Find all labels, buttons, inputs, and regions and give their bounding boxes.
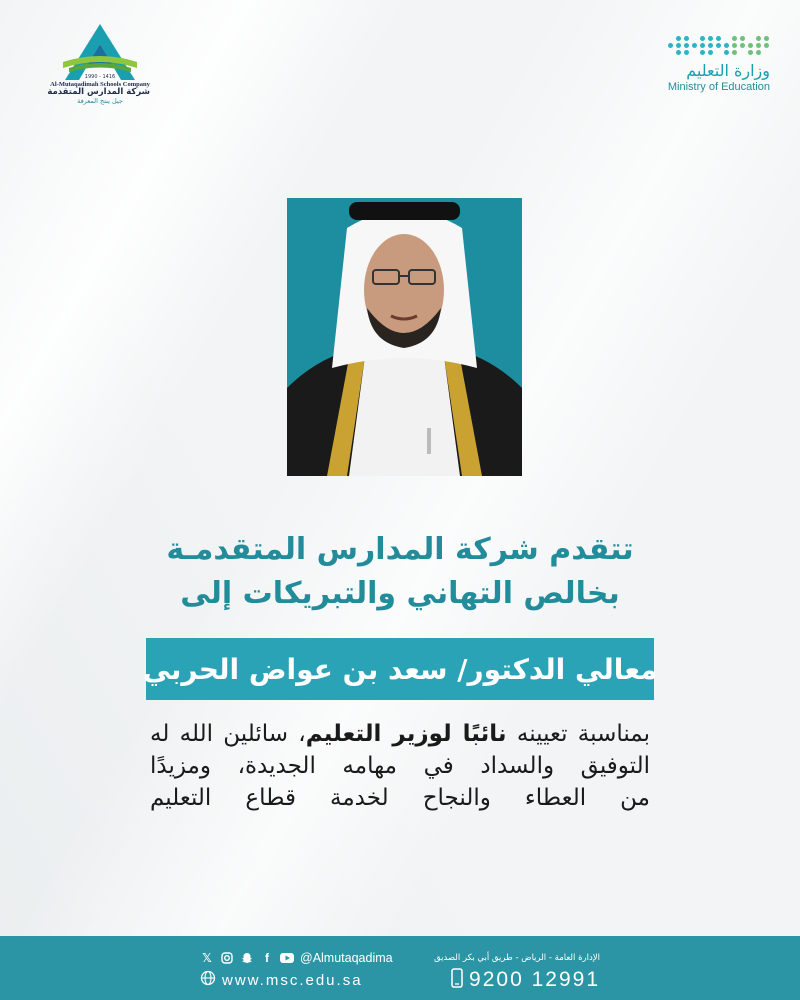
facebook-icon[interactable]: f xyxy=(265,951,269,965)
name-banner xyxy=(142,638,658,700)
person-portrait-icon xyxy=(287,198,522,476)
headline-line-1: تتقدم شركة المدارس المتقدمـة xyxy=(166,532,634,567)
globe-icon xyxy=(200,970,216,990)
website-link[interactable] xyxy=(200,970,363,990)
x-icon[interactable]: 𝕏 xyxy=(202,951,212,965)
youtube-icon[interactable] xyxy=(280,951,294,965)
school-logo xyxy=(47,22,150,122)
website-url[interactable]: www.msc.edu.sa xyxy=(222,971,363,989)
school-logo-years: 1990 - 1416 xyxy=(84,74,116,80)
footer-row-social xyxy=(200,950,600,966)
message-line-1-suffix: ، سائلين الله له xyxy=(150,721,306,747)
honoree-name: معالي الدكتور/ سعد بن عواض الحربي xyxy=(142,652,658,686)
mobile-phone-icon xyxy=(451,968,463,992)
school-name-ar: شركة المدارس المتقدمة xyxy=(47,87,150,97)
social-handle[interactable]: @Almutaqadima xyxy=(300,951,393,965)
ministry-dots-icon xyxy=(668,36,770,55)
headline-line-2: بخالص التهاني والتبريكات إلى xyxy=(180,576,620,611)
school-name-en: Al-Mutaqadimah Schools Company xyxy=(50,81,150,88)
footer-address: الإدارة العامة - الرياض - طريق أبي بكر الصديق xyxy=(434,953,600,963)
instagram-icon[interactable] xyxy=(220,951,234,965)
ministry-logo xyxy=(660,36,770,126)
footer-bar xyxy=(0,936,800,1000)
snapchat-icon[interactable] xyxy=(240,951,254,965)
message-line-1-bold: نائبًا لوزير التعليم xyxy=(305,721,507,747)
phone-contact[interactable] xyxy=(451,968,600,992)
school-tagline: جيل ينتج المعرفة xyxy=(77,97,123,106)
social-links xyxy=(200,951,393,965)
message-line-2: التوفيق والسداد في مهامه الجديدة، ومزيدًا xyxy=(150,753,650,779)
message-line-1 xyxy=(150,718,650,750)
ministry-name-en: Ministry of Education xyxy=(667,81,770,93)
ministry-name-ar: وزارة التعليم xyxy=(686,61,770,80)
phone-number[interactable]: 9200 12991 xyxy=(469,968,600,991)
message-line-3: من العطاء والنجاح لخدمة قطاع التعليم xyxy=(150,785,650,811)
headline xyxy=(0,528,800,616)
message-line-1-prefix: بمناسبة تعيينه xyxy=(506,721,650,747)
portrait-photo xyxy=(287,198,522,476)
congratulation-message xyxy=(150,718,650,814)
footer-row-contact xyxy=(200,968,600,992)
